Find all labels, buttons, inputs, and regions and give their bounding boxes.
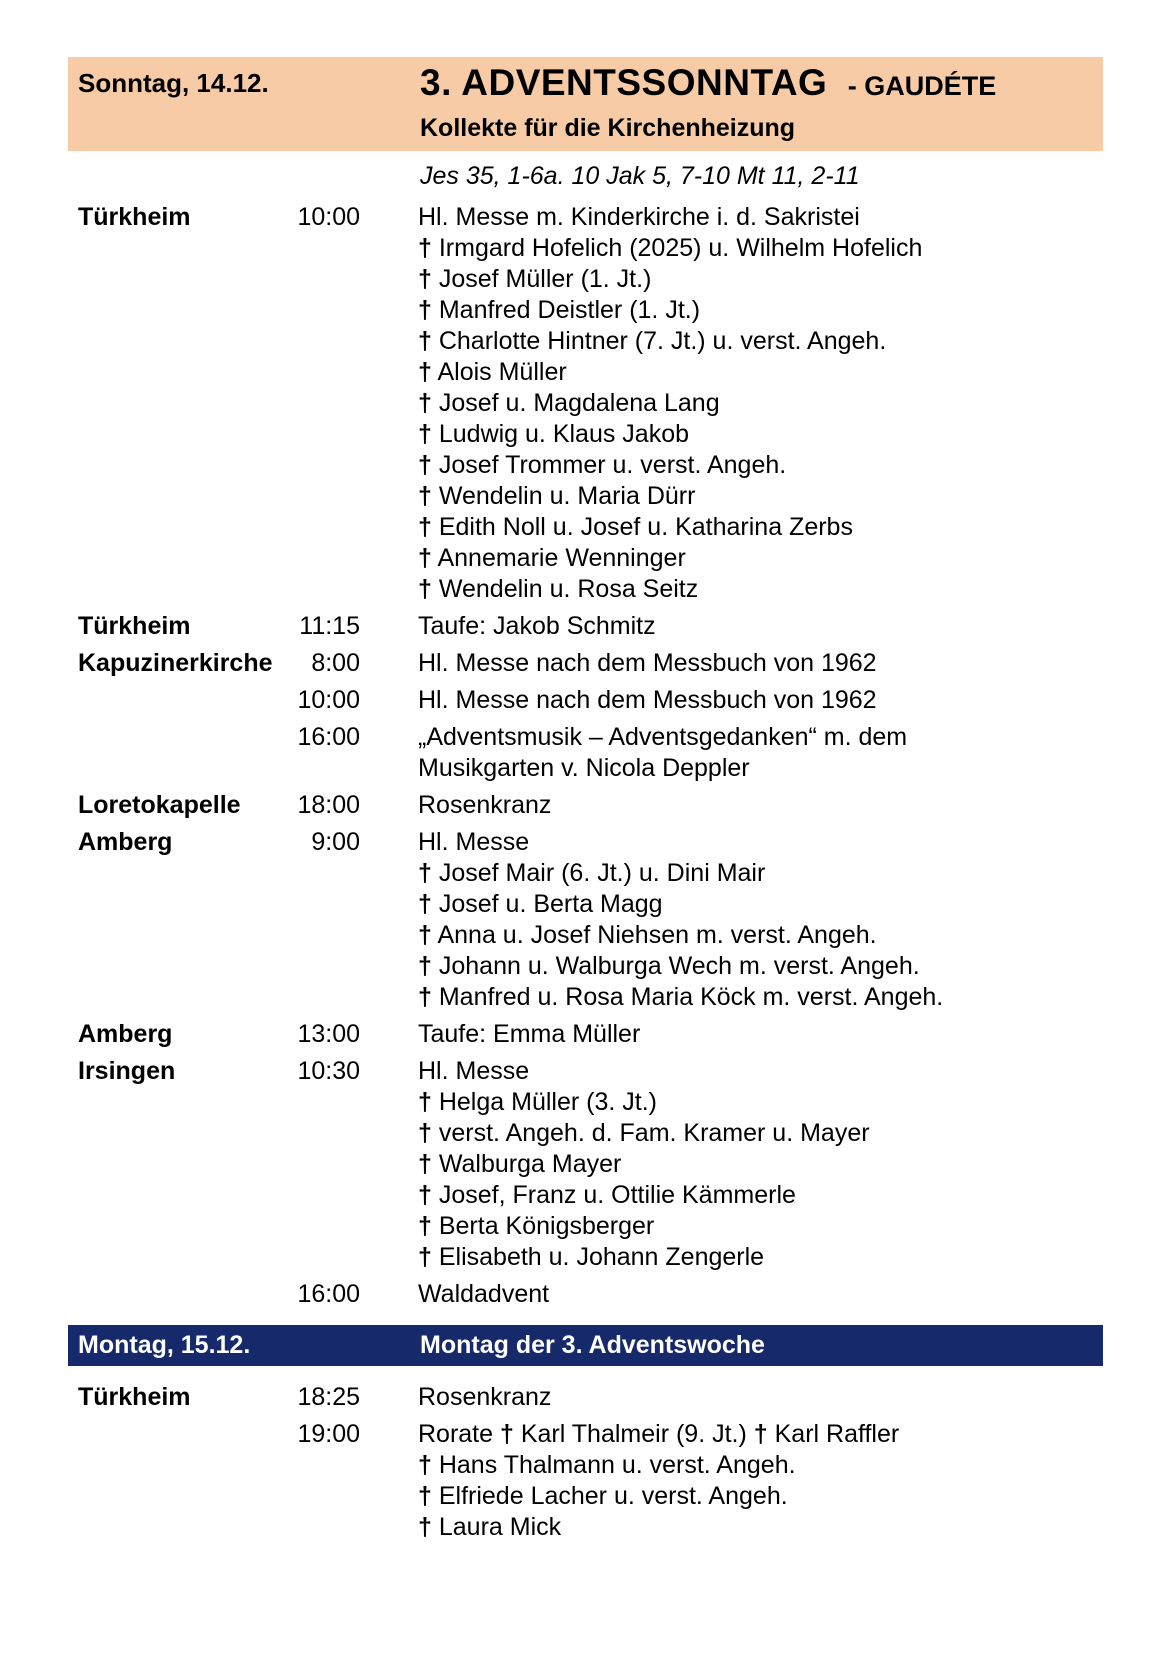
event-description (360, 1279, 1103, 1310)
time-label: 13:00 (297, 1020, 360, 1048)
intention-line: † Irmgard Hofelich (2025) u. Wilhelm Hofelich (418, 234, 923, 262)
event-line: Musikgarten v. Nicola Deppler (418, 754, 750, 782)
dagger-icon: † (418, 575, 432, 603)
dagger-icon: † (418, 983, 432, 1011)
intention-line: † Anna u. Josef Niehsen m. verst. Angeh. (418, 921, 877, 949)
dagger-icon: † (418, 327, 432, 355)
time-label: 18:00 (297, 791, 360, 819)
time-label: 9:00 (311, 828, 360, 856)
time-label: 10:00 (297, 686, 360, 714)
event-description (360, 1419, 1103, 1543)
dagger-icon: † (418, 389, 432, 417)
intention-line: † Walburga Mayer (418, 1150, 622, 1178)
schedule-row (68, 722, 1103, 784)
event-description (360, 1382, 1103, 1413)
intention-line: † Berta Königsberger (418, 1212, 655, 1240)
dagger-icon: † (418, 1181, 432, 1209)
location-label (78, 685, 290, 716)
event-line: Rosenkranz (418, 791, 552, 819)
dagger-icon: † (418, 296, 432, 324)
event-description (360, 1019, 1103, 1050)
dagger-icon: † (418, 1212, 432, 1240)
monday-date-label: Montag, 15.12. (78, 1331, 251, 1359)
dagger-icon: † (418, 513, 432, 541)
intention-line: † Laura Mick (418, 1513, 562, 1541)
intention-line: † Charlotte Hintner (7. Jt.) u. verst. Angeh. (418, 327, 887, 355)
sunday-date-label: Sonntag, 14.12. (78, 68, 269, 98)
dagger-icon: † (418, 1150, 432, 1178)
location-label: Irsingen (78, 1057, 176, 1085)
event-line: Hl. Messe nach dem Messbuch von 1962 (418, 649, 877, 677)
event-line: Hl. Messe (418, 1057, 530, 1085)
dagger-icon: † (418, 1088, 432, 1116)
dagger-icon: † (418, 1119, 432, 1147)
time-label: 11:15 (299, 612, 360, 640)
intention-line: † Josef Müller (1. Jt.) (418, 265, 652, 293)
location-label: Türkheim (78, 203, 191, 231)
sunday-schedule (68, 202, 1103, 1310)
schedule-row (68, 202, 1103, 605)
location-label: Türkheim (78, 1383, 191, 1411)
time-label: 16:00 (297, 1280, 360, 1308)
intention-line: † Wendelin u. Rosa Seitz (418, 575, 699, 603)
event-description (360, 790, 1103, 821)
event-line: Waldadvent (418, 1280, 550, 1308)
schedule-row (68, 648, 1103, 679)
event-description (360, 202, 1103, 605)
dagger-icon: † (418, 358, 432, 386)
intention-line: Rorate † Karl Thalmeir (9. Jt.) † Karl Raffler (418, 1420, 900, 1448)
time-label: 19:00 (297, 1420, 360, 1448)
schedule-row (68, 1419, 1103, 1543)
dagger-icon: † (418, 859, 432, 887)
time-label: 8:00 (311, 649, 360, 677)
event-description (360, 611, 1103, 642)
location-label: Amberg (78, 828, 173, 856)
event-line: „Adventsmusik – Adventsgedanken“ m. dem (418, 723, 908, 751)
event-description (360, 648, 1103, 679)
dagger-icon: † (418, 420, 432, 448)
location-label (78, 1279, 290, 1310)
event-line: Hl. Messe m. Kinderkirche i. d. Sakristei (418, 203, 860, 231)
intention-line: † Elisabeth u. Johann Zengerle (418, 1243, 765, 1271)
event-line: Hl. Messe (418, 828, 530, 856)
event-description (360, 685, 1103, 716)
location-label: Loretokapelle (78, 791, 241, 819)
schedule-row (68, 685, 1103, 716)
intention-line: † Josef Mair (6. Jt.) u. Dini Mair (418, 859, 766, 887)
sunday-title-suffix: - GAUDÉTE (847, 71, 997, 101)
intention-line: † Josef u. Magdalena Lang (418, 389, 720, 417)
location-label: Amberg (78, 1020, 173, 1048)
intention-line: † Josef, Franz u. Ottilie Kämmerle (418, 1181, 796, 1209)
scripture-readings: Jes 35, 1-6a. 10 Jak 5, 7-10 Mt 11, 2-11 (420, 162, 860, 190)
schedule-row (68, 1056, 1103, 1273)
dagger-icon: † (418, 921, 432, 949)
intention-line: † Hans Thalmann u. verst. Angeh. (418, 1451, 796, 1479)
schedule-row (68, 611, 1103, 642)
sunday-title: 3. ADVENTSSONNTAG (420, 62, 828, 103)
time-label: 10:30 (297, 1057, 360, 1085)
intention-line: † verst. Angeh. d. Fam. Kramer u. Mayer (418, 1119, 870, 1147)
dagger-icon: † (418, 1243, 432, 1271)
location-label (78, 722, 290, 784)
event-description (360, 827, 1103, 1013)
sunday-collection-note: Kollekte für die Kirchenheizung (420, 114, 796, 142)
dagger-icon: † (753, 1420, 768, 1448)
sunday-header-bar (68, 57, 1103, 151)
dagger-icon: † (418, 451, 432, 479)
location-label (78, 1419, 290, 1543)
intention-line: † Alois Müller (418, 358, 567, 386)
intention-line: † Manfred Deistler (1. Jt.) (418, 296, 701, 324)
schedule-row (68, 1019, 1103, 1050)
intention-line: † Helga Müller (3. Jt.) (418, 1088, 657, 1116)
dagger-icon: † (418, 234, 432, 262)
dagger-icon: † (418, 265, 432, 293)
monday-title: Montag der 3. Adventswoche (420, 1331, 765, 1359)
event-description (360, 722, 1103, 784)
intention-line: † Josef u. Berta Magg (418, 890, 663, 918)
event-line: Hl. Messe nach dem Messbuch von 1962 (418, 686, 877, 714)
event-line: Taufe: Jakob Schmitz (418, 612, 656, 640)
intention-line: † Edith Noll u. Josef u. Katharina Zerbs (418, 513, 853, 541)
event-line: Rosenkranz (418, 1383, 552, 1411)
schedule-row (68, 827, 1103, 1013)
intention-line: † Josef Trommer u. verst. Angeh. (418, 451, 787, 479)
time-label: 10:00 (297, 203, 360, 231)
dagger-icon: † (418, 482, 432, 510)
location-label: Kapuzinerkirche (78, 649, 273, 677)
dagger-icon: † (499, 1420, 514, 1448)
monday-header-bar (68, 1325, 1103, 1366)
schedule-row (68, 1279, 1103, 1310)
intention-line: † Manfred u. Rosa Maria Köck m. verst. Angeh. (418, 983, 944, 1011)
dagger-icon: † (418, 890, 432, 918)
intention-line: † Annemarie Wenninger (418, 544, 686, 572)
schedule-row (68, 1382, 1103, 1413)
event-line: Taufe: Emma Müller (418, 1020, 641, 1048)
dagger-icon: † (418, 952, 432, 980)
intention-line: † Elfriede Lacher u. verst. Angeh. (418, 1482, 788, 1510)
intention-line: † Johann u. Walburga Wech m. verst. Angeh. (418, 952, 920, 980)
schedule-row (68, 790, 1103, 821)
time-label: 18:25 (297, 1383, 360, 1411)
dagger-icon: † (418, 1513, 432, 1541)
monday-schedule (68, 1382, 1103, 1543)
dagger-icon: † (418, 1482, 432, 1510)
time-label: 16:00 (297, 723, 360, 751)
location-label: Türkheim (78, 612, 191, 640)
dagger-icon: † (418, 1451, 432, 1479)
sunday-title-block (420, 63, 1103, 142)
event-description (360, 1056, 1103, 1273)
intention-line: † Wendelin u. Maria Dürr (418, 482, 696, 510)
intention-line: † Ludwig u. Klaus Jakob (418, 420, 690, 448)
dagger-icon: † (418, 544, 432, 572)
